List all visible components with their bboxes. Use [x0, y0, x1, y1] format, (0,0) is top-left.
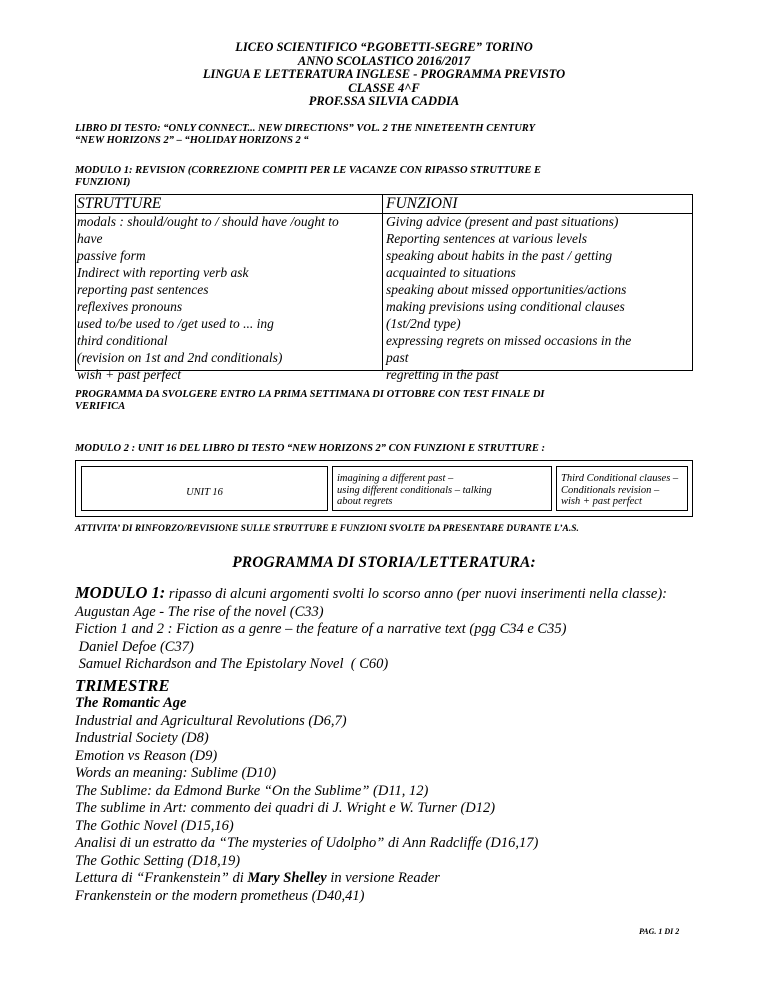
trimestre-heading: TRIMESTRE	[75, 676, 170, 695]
list-item: used to/be used to /get used to ... ing	[77, 316, 274, 331]
trimestre-section	[75, 676, 538, 905]
modulo1-label: MODULO 1:	[75, 583, 166, 602]
list-item: reporting past sentences	[77, 282, 209, 297]
document-header	[0, 41, 768, 109]
modulo1-note: PROGRAMMA DA SVOLGERE ENTRO LA PRIMA SETTIMANA DI OTTOBRE CON TEST FINALE DI VERIFICA	[75, 389, 545, 412]
list-item: passive form	[77, 248, 146, 263]
list-item: Words an meaning: Sublime (D10)	[75, 765, 277, 781]
list-item: past	[386, 350, 409, 365]
teacher-name: PROF.SSA SILVIA CADDIA	[308, 94, 460, 108]
school-year: ANNO SCOLASTICO 2016/2017	[297, 53, 471, 68]
unit-label: UNIT 16	[186, 487, 223, 498]
list-item: Augustan Age - The rise of the novel (C33)	[75, 603, 324, 620]
romantic-age-heading: The Romantic Age	[75, 695, 187, 711]
list-item: (revision on 1st and 2nd conditionals)	[77, 350, 283, 365]
list-item: Indirect with reporting verb ask	[77, 265, 249, 280]
list-item: third conditional	[77, 333, 168, 348]
textbook-line: LIBRO DI TESTO: “ONLY CONNECT... NEW DIRECTIONS” VOL. 2 THE NINETEENTH CENTURY	[75, 123, 536, 134]
author-name: Mary Shelley	[247, 870, 327, 886]
list-item: Fiction 1 and 2 : Fiction as a genre – the feature of a narrative text (pgg C34 e C35)	[75, 621, 567, 637]
textbook-line: “NEW HORIZONS 2” – “HOLIDAY HORIZONS 2 “	[75, 135, 309, 146]
strutture-column	[77, 195, 380, 383]
list-item: expressing regrets on missed occasions in the	[386, 333, 632, 348]
modulo1-title: MODULO 1: REVISION (CORREZIONE COMPITI PER LE VACANZE CON RIPASSO STRUTTURE E FUNZIONI)	[75, 165, 542, 188]
list-item: Frankenstein or the modern prometheus (D40,41)	[75, 887, 365, 904]
unit-strutture-cell: Third Conditional clauses – Conditionals revision – wish + past perfect	[556, 466, 688, 511]
modulo2-note: ATTIVITA’ DI RINFORZO/REVISIONE SULLE STRUTTURE E FUNZIONI SVOLTE DA PRESENTARE DURANTE L’A.S.	[75, 524, 579, 534]
modulo2-title: MODULO 2 : UNIT 16 DEL LIBRO DI TESTO “NEW HORIZONS 2” CON FUNZIONI E STRUTTURE :	[75, 443, 546, 454]
class-label: CLASSE 4^F	[348, 80, 420, 95]
list-item: reflexives pronouns	[77, 299, 183, 314]
funzioni-column	[386, 195, 692, 383]
list-item: The Gothic Setting (D18,19)	[75, 852, 241, 869]
list-item: Analisi di un estratto da “The mysteries of Udolpho” di Ann Radcliffe (D16,17)	[75, 835, 539, 851]
list-item: acquainted to situations	[386, 265, 516, 280]
list-item: The sublime in Art: commento dei quadri di J. Wright e W. Turner (D12)	[75, 800, 496, 816]
list-item: The Gothic Novel (D15,16)	[75, 817, 234, 834]
list-item: modals : should/ought to / should have /ought to	[77, 214, 339, 229]
list-item: Reporting sentences at various levels	[386, 231, 587, 246]
list-item: Lettura di “Frankenstein” di Mary Shelley in versione Reader	[75, 870, 440, 886]
modulo1-table	[75, 194, 693, 382]
list-item: Industrial and Agricultural Revolutions (D6,7)	[75, 712, 347, 729]
list-item: Giving advice (present and past situations)	[386, 214, 619, 229]
page-number: PAG. 1 DI 2	[639, 927, 680, 936]
list-item: making previsions using conditional clauses	[386, 299, 625, 314]
list-item: Industrial Society (D8)	[75, 730, 209, 746]
textbook-info	[75, 123, 535, 147]
list-item: Samuel Richardson and The Epistolary Novel ( C60)	[75, 656, 389, 672]
school-name: LICEO SCIENTIFICO “P.GOBETTI-SEGRE” TORINO	[235, 40, 533, 54]
storia-modulo1	[75, 584, 667, 674]
list-item: The Sublime: da Edmond Burke “On the Sublime” (D11, 12)	[75, 782, 429, 799]
subject-title: LINGUA E LETTERATURA INGLESE - PROGRAMMA PREVISTO	[202, 67, 566, 81]
unit-funzioni-cell: imagining a different past – using different conditionals – talking about regrets	[332, 466, 552, 511]
funzioni-header: FUNZIONI	[386, 195, 458, 212]
list-item: Emotion vs Reason (D9)	[75, 747, 218, 764]
list-item: (1st/2nd type)	[386, 316, 461, 331]
list-item: have	[77, 231, 103, 246]
list-item: speaking about missed opportunities/actions	[386, 282, 627, 297]
modulo1-description: ripasso di alcuni argomenti svolti lo scorso anno (per nuovi inserimenti nella classe):	[165, 586, 667, 602]
list-item: wish + past perfect	[77, 367, 181, 382]
table-divider	[382, 195, 383, 370]
list-item: regretting in the past	[386, 367, 499, 382]
storia-title: PROGRAMMA DI STORIA/LETTERATURA:	[232, 554, 536, 571]
unit-cell	[81, 466, 328, 511]
list-item: Daniel Defoe (C37)	[75, 638, 194, 655]
list-item: speaking about habits in the past / getting	[386, 248, 613, 263]
modulo2-table	[75, 460, 693, 517]
strutture-header: STRUTTURE	[77, 195, 162, 212]
